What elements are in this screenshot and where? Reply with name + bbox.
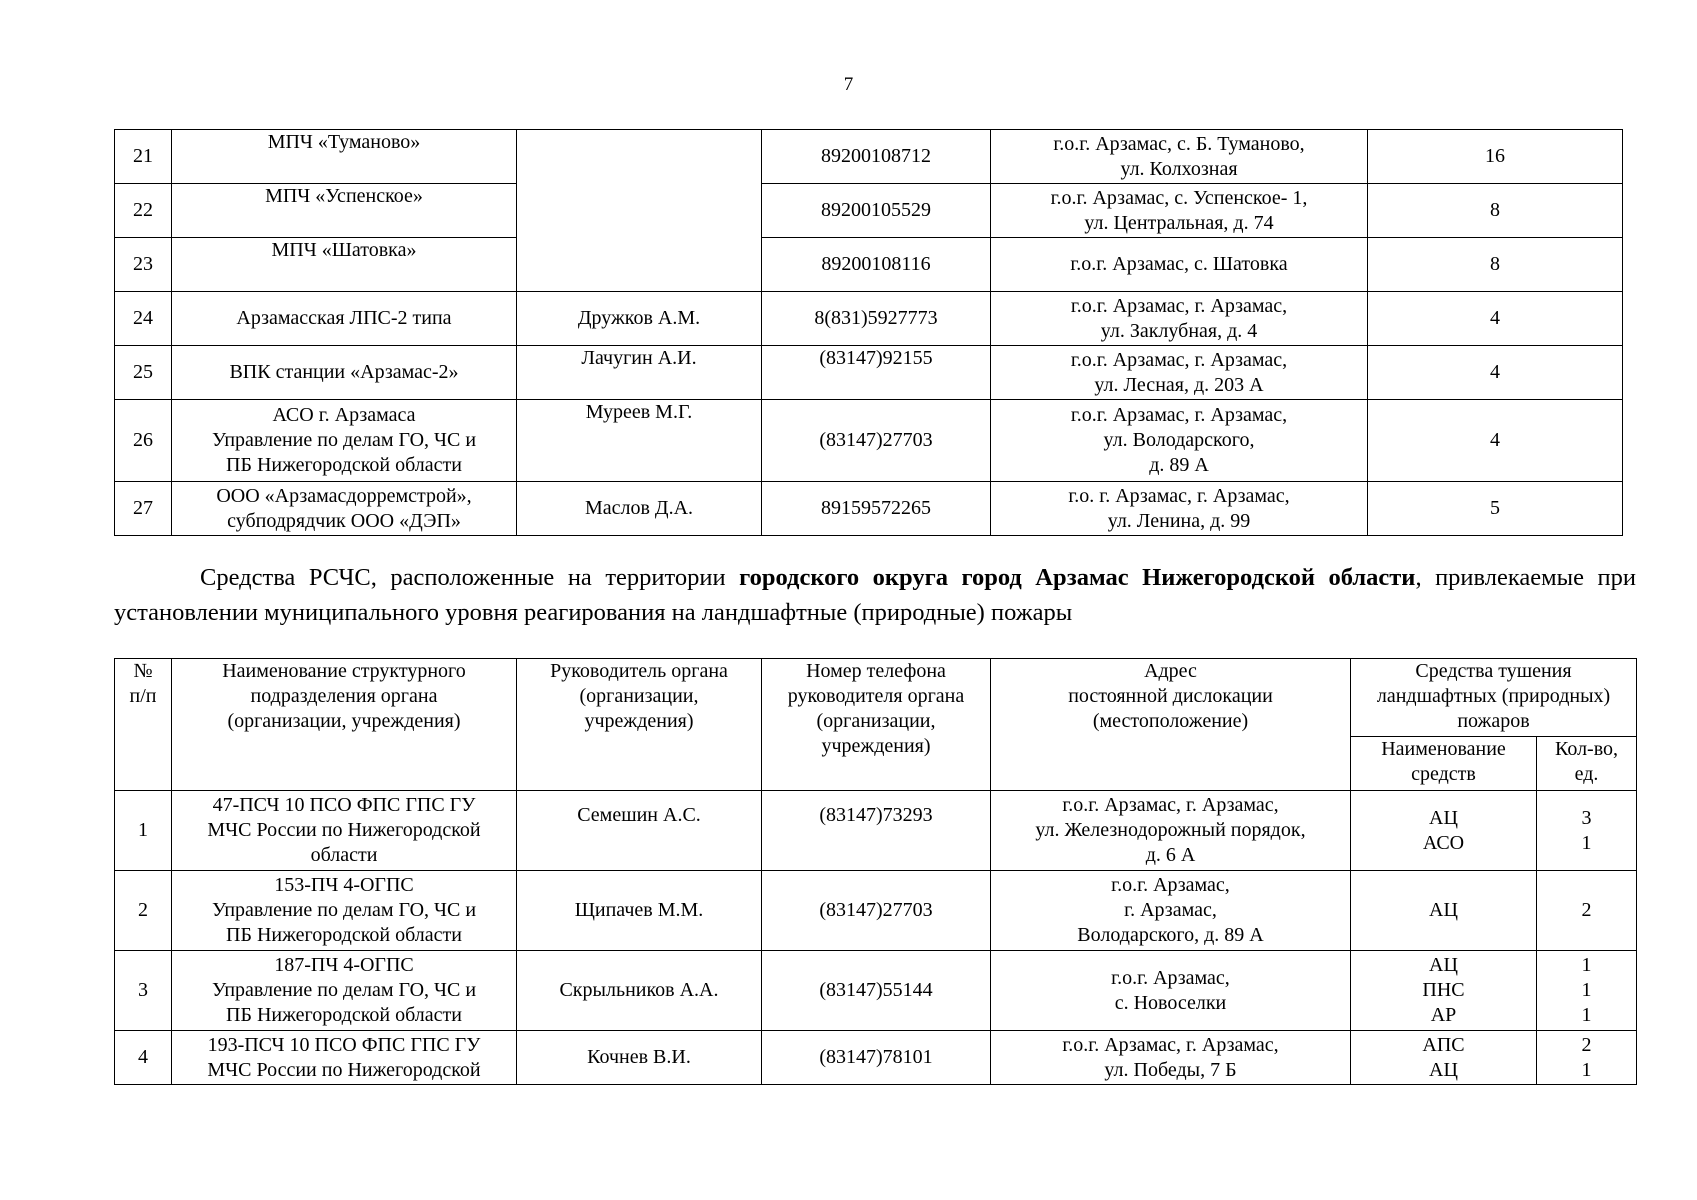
address: г.о.г. Арзамас, с. Б. Туманово, ул. Колхозная: [991, 130, 1368, 184]
row-number: 2: [115, 871, 172, 951]
row-number: 23: [115, 238, 172, 292]
table-row: [115, 400, 1623, 482]
header-head: Руководитель органа (организации, учреждения): [517, 659, 762, 791]
row-number: 1: [115, 791, 172, 871]
row-number: 27: [115, 482, 172, 536]
phone-number: (83147)73293: [762, 791, 991, 871]
phone-number: (83147)27703: [762, 400, 991, 482]
header-means: Средства тушения ландшафтных (природных) пожаров: [1351, 659, 1637, 737]
phone-number: 89159572265: [762, 482, 991, 536]
means-qty: 3 1: [1537, 791, 1637, 871]
units-table-continued: [114, 129, 1623, 536]
quantity: 16: [1368, 130, 1623, 184]
means-qty: 2: [1537, 871, 1637, 951]
quantity: 4: [1368, 400, 1623, 482]
quantity: 4: [1368, 292, 1623, 346]
table-row: [115, 184, 1623, 238]
address: г.о.г. Арзамас, с. Шатовка: [991, 238, 1368, 292]
row-number: 4: [115, 1031, 172, 1085]
unit-name: МПЧ «Успенское»: [172, 184, 517, 238]
unit-name: 153-ПЧ 4-ОГПС Управление по делам ГО, ЧС и ПБ Нижегородской области: [172, 871, 517, 951]
unit-name: 193-ПСЧ 10 ПСО ФПС ГПС ГУ МЧС России по Нижегородской: [172, 1031, 517, 1085]
table-row: [115, 346, 1623, 400]
quantity: 8: [1368, 184, 1623, 238]
row-number: 26: [115, 400, 172, 482]
means-name: АЦ ПНС АР: [1351, 951, 1537, 1031]
row-number: 3: [115, 951, 172, 1031]
unit-name: ООО «Арзамасдорремстрой», субподрядчик ООО «ДЭП»: [172, 482, 517, 536]
address: г.о.г. Арзамас, г. Арзамас, ул. Володарского, д. 89 А: [991, 400, 1368, 482]
row-number: 22: [115, 184, 172, 238]
address: г.о. г. Арзамас, г. Арзамас, ул. Ленина, д. 99: [991, 482, 1368, 536]
means-qty: 1 1 1: [1537, 951, 1637, 1031]
header-address: Адрес постоянной дислокации (местоположение): [991, 659, 1351, 791]
quantity: 5: [1368, 482, 1623, 536]
table-row: [115, 951, 1637, 1031]
phone-number: 89200108116: [762, 238, 991, 292]
means-name: АЦ АСО: [1351, 791, 1537, 871]
head-name: Маслов Д.А.: [517, 482, 762, 536]
unit-name: МПЧ «Туманово»: [172, 130, 517, 184]
quantity: 8: [1368, 238, 1623, 292]
unit-name: 47-ПСЧ 10 ПСО ФПС ГПС ГУ МЧС России по Нижегородской области: [172, 791, 517, 871]
heading-text-end: , привлекаемые при установлении муниципального уровня реагирования на ландшафтные (природные) пожары: [114, 564, 1636, 626]
head-name: Лачугин А.И.: [517, 346, 762, 400]
phone-number: 89200105529: [762, 184, 991, 238]
head-name: Муреев М.Г.: [517, 400, 762, 482]
address: г.о.г. Арзамас, г. Арзамас, ул. Заклубная, д. 4: [991, 292, 1368, 346]
head-name: Щипачев М.М.: [517, 871, 762, 951]
unit-name: 187-ПЧ 4-ОГПС Управление по делам ГО, ЧС и ПБ Нижегородской области: [172, 951, 517, 1031]
address: г.о.г. Арзамас, г. Арзамас, ул. Лесная, д. 203 А: [991, 346, 1368, 400]
quantity: 4: [1368, 346, 1623, 400]
header-row: [115, 659, 1637, 737]
address: г.о.г. Арзамас, г. Арзамас, ул. Железнодорожный порядок, д. 6 А: [991, 791, 1351, 871]
address: г.о.г. Арзамас, г. Арзамас, ул. Победы, 7 Б: [991, 1031, 1351, 1085]
phone-number: (83147)27703: [762, 871, 991, 951]
row-number: 21: [115, 130, 172, 184]
means-name: АПС АЦ: [1351, 1031, 1537, 1085]
phone-number: 8(831)5927773: [762, 292, 991, 346]
phone-number: 89200108712: [762, 130, 991, 184]
unit-name: МПЧ «Шатовка»: [172, 238, 517, 292]
head-name: Скрыльников А.А.: [517, 951, 762, 1031]
table-row: [115, 238, 1623, 292]
table-row: [115, 482, 1623, 536]
phone-number: (83147)92155: [762, 346, 991, 400]
page-number: 7: [843, 74, 854, 95]
row-number: 25: [115, 346, 172, 400]
unit-name: АСО г. Арзамаса Управление по делам ГО, ЧС и ПБ Нижегородской области: [172, 400, 517, 482]
row-number: 24: [115, 292, 172, 346]
address: г.о.г. Арзамас, г. Арзамас, Володарского, д. 89 А: [991, 871, 1351, 951]
head-name: Дружков А.М.: [517, 292, 762, 346]
header-name: Наименование структурного подразделения органа (организации, учреждения): [172, 659, 517, 791]
head-name-merged: [517, 130, 762, 292]
header-means-qty: Кол-во, ед.: [1537, 737, 1637, 791]
header-means-name: Наименование средств: [1351, 737, 1537, 791]
section-heading: [114, 560, 1636, 630]
means-qty: 2 1: [1537, 1031, 1637, 1085]
table-row: [115, 871, 1637, 951]
head-name: Семешин А.С.: [517, 791, 762, 871]
head-name: Кочнев В.И.: [517, 1031, 762, 1085]
table-row: [115, 292, 1623, 346]
heading-bold-area: городского округа город Арзамас Нижегородской области: [739, 564, 1416, 591]
phone-number: (83147)78101: [762, 1031, 991, 1085]
unit-name: Арзамасская ЛПС-2 типа: [172, 292, 517, 346]
means-name: АЦ: [1351, 871, 1537, 951]
table-row: [115, 791, 1637, 871]
table-row: [115, 1031, 1637, 1085]
address: г.о.г. Арзамас, с. Успенское- 1, ул. Центральная, д. 74: [991, 184, 1368, 238]
header-phone: Номер телефона руководителя органа (организации, учреждения): [762, 659, 991, 791]
landscape-fire-means-table: [114, 658, 1637, 1085]
phone-number: (83147)55144: [762, 951, 991, 1031]
unit-name: ВПК станции «Арзамас-2»: [172, 346, 517, 400]
address: г.о.г. Арзамас, с. Новоселки: [991, 951, 1351, 1031]
header-num: № п/п: [115, 659, 172, 791]
heading-text-start: Средства РСЧС, расположенные на территории: [200, 564, 740, 591]
table-row: [115, 130, 1623, 184]
